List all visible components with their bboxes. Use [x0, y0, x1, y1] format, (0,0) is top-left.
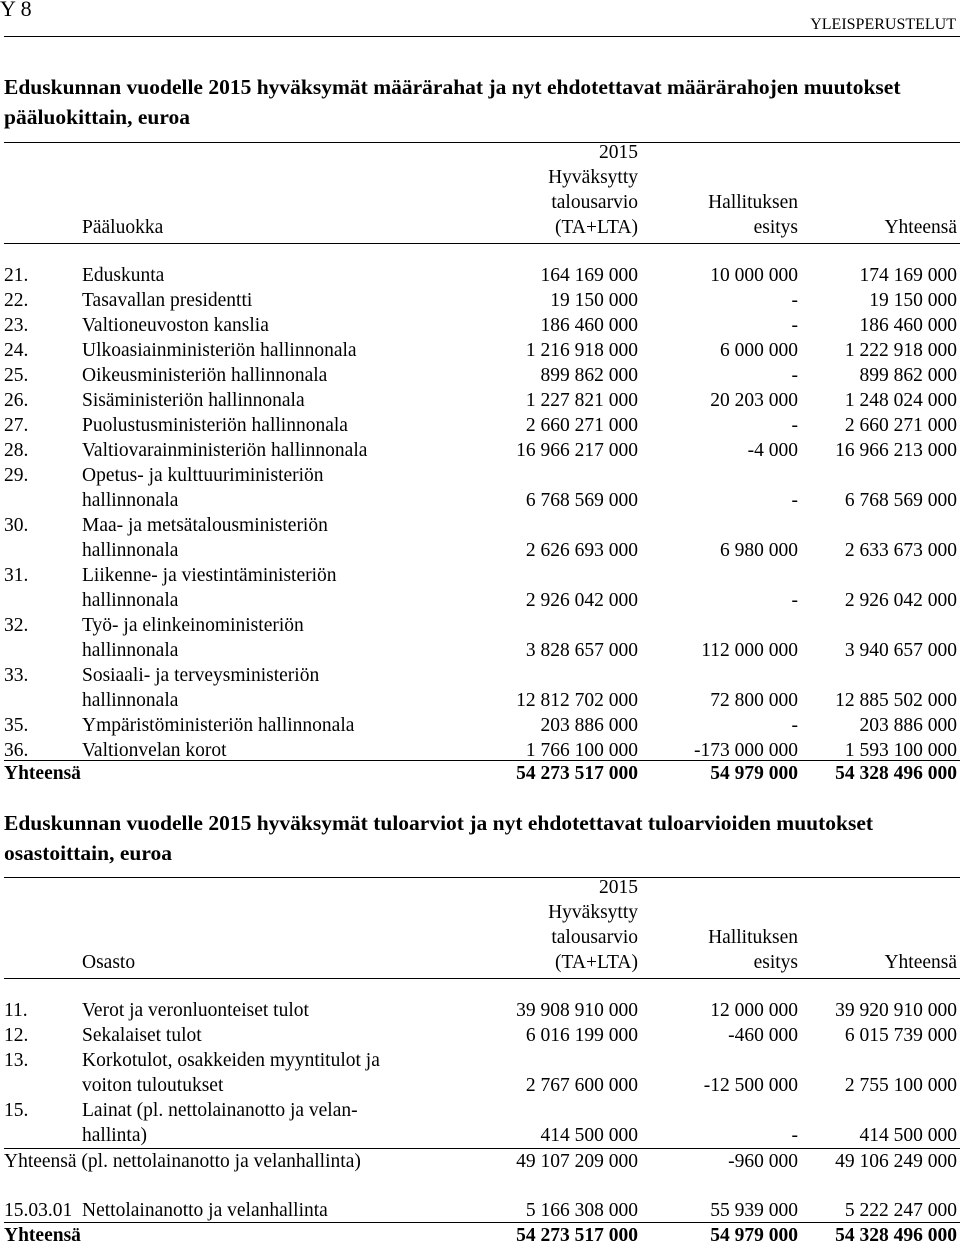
- row-name: Puolustusministeriön hallinnonala: [82, 415, 348, 436]
- table-row: [0, 313, 960, 338]
- total-v3: 54 328 496 000: [835, 763, 957, 784]
- table1-header-rule: [4, 243, 960, 244]
- row-v2: -: [791, 315, 798, 336]
- page-number: Y 8: [0, 0, 32, 21]
- row-name: Valtiovarainministeriön hallinnonala: [82, 440, 368, 461]
- row-code: 21.: [4, 265, 29, 286]
- subtotal-v3: 49 106 249 000: [835, 1151, 957, 1172]
- row-code: 30.: [4, 515, 29, 536]
- row-code: 13.: [4, 1050, 29, 1071]
- row-name: voiton tuloutukset: [82, 1075, 224, 1096]
- total-v2: 54 979 000: [710, 1225, 798, 1246]
- row-v2: -: [791, 590, 798, 611]
- table-row: [0, 338, 960, 363]
- row-code: 11.: [4, 1000, 28, 1021]
- row-name: hallinnonala: [82, 640, 179, 661]
- row-v1: 2 926 042 000: [525, 590, 638, 611]
- row-name: Korkotulot, osakkeiden myyntitulot ja: [82, 1050, 380, 1071]
- row-code: 33.: [4, 665, 29, 686]
- section-label: YLEISPERUSTELUT: [810, 16, 956, 33]
- table1-col-name-header: Pääluokka: [82, 217, 164, 238]
- row-v3: 899 862 000: [859, 365, 957, 386]
- row-v1: 1 216 918 000: [525, 340, 638, 361]
- row-v2: -: [791, 415, 798, 436]
- row-code: 26.: [4, 390, 29, 411]
- row-v2: 72 800 000: [710, 690, 798, 711]
- row-v1: 6 768 569 000: [525, 490, 638, 511]
- table-row: [0, 588, 960, 613]
- table2-top-rule: [4, 877, 960, 878]
- row-v1: 2 660 271 000: [525, 415, 638, 436]
- table-row: [0, 513, 960, 538]
- row-v1: 19 150 000: [550, 290, 638, 311]
- row-name: Sosiaali- ja terveysministeriön: [82, 665, 320, 686]
- row-code: 25.: [4, 365, 29, 386]
- row-v3: 1 593 100 000: [844, 740, 957, 761]
- row-name: Lainat (pl. nettolainanotto ja velan-: [82, 1100, 358, 1121]
- row-code: 12.: [4, 1025, 29, 1046]
- row-v2: 20 203 000: [710, 390, 798, 411]
- row-v3: 3 940 657 000: [844, 640, 957, 661]
- total-v2: 54 979 000: [710, 763, 798, 784]
- row-code: 23.: [4, 315, 29, 336]
- row-v1: 203 886 000: [540, 715, 638, 736]
- row-v1: 3 828 657 000: [525, 640, 638, 661]
- total-label: Yhteensä: [4, 1225, 81, 1246]
- row-v3: 186 460 000: [859, 315, 957, 336]
- loan-v2: 55 939 000: [710, 1200, 798, 1221]
- table2-loan-row: [0, 1198, 960, 1223]
- row-code: 24.: [4, 340, 29, 361]
- row-code: 32.: [4, 615, 29, 636]
- table-row: [0, 998, 960, 1023]
- row-v2: 6 980 000: [720, 540, 798, 561]
- row-v3: 1 222 918 000: [844, 340, 957, 361]
- row-v1: 2 767 600 000: [525, 1075, 638, 1096]
- row-v2: -: [791, 1125, 798, 1146]
- row-v3: 6 015 739 000: [844, 1025, 957, 1046]
- row-name: Valtionvelan korot: [82, 740, 227, 761]
- row-name: Maa- ja metsätalousministeriön: [82, 515, 328, 536]
- total-label: Yhteensä: [4, 763, 81, 784]
- loan-name: Nettolainanotto ja velanhallinta: [82, 1200, 328, 1221]
- table-row: [0, 1073, 960, 1098]
- row-v3: 2 926 042 000: [844, 590, 957, 611]
- row-name: Ympäristöministeriön hallinnonala: [82, 715, 355, 736]
- row-name: hallinta): [82, 1125, 147, 1146]
- row-v1: 12 812 702 000: [516, 690, 638, 711]
- row-name: hallinnonala: [82, 540, 179, 561]
- row-code: 31.: [4, 565, 29, 586]
- row-v3: 1 248 024 000: [844, 390, 957, 411]
- row-v1: 186 460 000: [540, 315, 638, 336]
- row-v2: -4 000: [747, 440, 798, 461]
- table1-top-rule: [4, 142, 960, 143]
- table-row: [0, 1023, 960, 1048]
- table1-col2-header: Hallituksen esitys: [708, 192, 798, 238]
- row-name: Oikeusministeriön hallinnonala: [82, 365, 328, 386]
- row-code: 22.: [4, 290, 29, 311]
- row-v3: 19 150 000: [869, 290, 957, 311]
- table-row: [0, 613, 960, 638]
- table2-header-rule: [4, 978, 960, 979]
- row-code: 27.: [4, 415, 29, 436]
- total-v1: 54 273 517 000: [516, 1225, 638, 1246]
- row-code: 35.: [4, 715, 29, 736]
- row-v1: 16 966 217 000: [516, 440, 638, 461]
- table-row: [0, 663, 960, 688]
- table-row: [0, 538, 960, 563]
- table2-title: Eduskunnan vuodelle 2015 hyväksymät tuloarviot ja nyt ehdotettavat tuloarvioiden muutokset osastoittain, euroa: [4, 811, 874, 865]
- table2-col2-header: Hallituksen esitys: [708, 927, 798, 973]
- row-v2: -: [791, 365, 798, 386]
- table-row: [0, 563, 960, 588]
- table-row: [0, 638, 960, 663]
- row-name: Opetus- ja kulttuuriministeriön: [82, 465, 324, 486]
- row-v3: 2 660 271 000: [844, 415, 957, 436]
- table-row: [0, 438, 960, 463]
- row-name: Liikenne- ja viestintäministeriön: [82, 565, 337, 586]
- subtotal-v2: -960 000: [728, 1151, 798, 1172]
- table-row: [0, 713, 960, 738]
- row-name: Valtioneuvoston kanslia: [82, 315, 269, 336]
- row-v2: 6 000 000: [720, 340, 798, 361]
- row-v1: 2 626 693 000: [525, 540, 638, 561]
- table-row: [0, 488, 960, 513]
- row-v2: 12 000 000: [710, 1000, 798, 1021]
- table2-col3-header: Yhteensä: [884, 952, 957, 973]
- row-v1: 899 862 000: [540, 365, 638, 386]
- table-row: [0, 413, 960, 438]
- table-row: [0, 288, 960, 313]
- table1-col1-header: 2015 Hyväksytty talousarvio (TA+LTA): [548, 142, 638, 238]
- row-v1: 164 169 000: [540, 265, 638, 286]
- row-name: Eduskunta: [82, 265, 165, 286]
- row-v2: -12 500 000: [703, 1075, 798, 1096]
- row-name: Ulkoasiainministeriön hallinnonala: [82, 340, 357, 361]
- row-v1: 6 016 199 000: [525, 1025, 638, 1046]
- table1-col3-header: Yhteensä: [884, 217, 957, 238]
- table-row: [0, 363, 960, 388]
- loan-code: 15.03.01: [4, 1200, 73, 1221]
- row-name: Sekalaiset tulot: [82, 1025, 202, 1046]
- table2-col-name-header: Osasto: [82, 952, 136, 973]
- loan-v1: 5 166 308 000: [525, 1200, 638, 1221]
- row-code: 15.: [4, 1100, 29, 1121]
- total-v3: 54 328 496 000: [835, 1225, 957, 1246]
- loan-v3: 5 222 247 000: [844, 1200, 957, 1221]
- row-v1: 414 500 000: [540, 1125, 638, 1146]
- table-row: [0, 263, 960, 288]
- table-row: [0, 463, 960, 488]
- row-name: hallinnonala: [82, 690, 179, 711]
- row-v1: 39 908 910 000: [516, 1000, 638, 1021]
- row-v2: -460 000: [728, 1025, 798, 1046]
- row-code: 36.: [4, 740, 29, 761]
- table2-subtotal-row: [0, 1149, 960, 1174]
- row-v3: 16 966 213 000: [835, 440, 957, 461]
- row-v2: 112 000 000: [701, 640, 798, 661]
- row-v3: 2 633 673 000: [844, 540, 957, 561]
- header-divider: [4, 36, 960, 37]
- row-name: hallinnonala: [82, 590, 179, 611]
- table2-col1-header: 2015 Hyväksytty talousarvio (TA+LTA): [548, 877, 638, 973]
- row-v1: 1 227 821 000: [525, 390, 638, 411]
- table-row: [0, 688, 960, 713]
- row-v2: -173 000 000: [694, 740, 798, 761]
- table2-total-row: [0, 1223, 960, 1248]
- row-v3: 12 885 502 000: [835, 690, 957, 711]
- table-row: [0, 1098, 960, 1123]
- total-v1: 54 273 517 000: [516, 763, 638, 784]
- row-v2: -: [791, 290, 798, 311]
- row-v2: 10 000 000: [710, 265, 798, 286]
- row-v3: 414 500 000: [859, 1125, 957, 1146]
- table-row: [0, 1123, 960, 1148]
- row-v2: -: [791, 490, 798, 511]
- subtotal-label: Yhteensä (pl. nettolainanotto ja velanhallinta): [4, 1151, 361, 1172]
- row-v3: 203 886 000: [859, 715, 957, 736]
- table-row: [0, 388, 960, 413]
- row-name: hallinnonala: [82, 490, 179, 511]
- table1-total-row: [0, 761, 960, 786]
- row-name: Tasavallan presidentti: [82, 290, 253, 311]
- row-v2: -: [791, 715, 798, 736]
- row-name: Verot ja veronluonteiset tulot: [82, 1000, 309, 1021]
- table-row: [0, 1048, 960, 1073]
- row-v1: 1 766 100 000: [525, 740, 638, 761]
- row-v3: 6 768 569 000: [844, 490, 957, 511]
- table1-title: Eduskunnan vuodelle 2015 hyväksymät määrärahat ja nyt ehdotettavat määrärahojen muutokset pääluokittain, euroa: [4, 75, 901, 129]
- row-v3: 174 169 000: [859, 265, 957, 286]
- row-code: 28.: [4, 440, 29, 461]
- row-name: Työ- ja elinkeinoministeriön: [82, 615, 304, 636]
- row-code: 29.: [4, 465, 29, 486]
- row-v3: 39 920 910 000: [835, 1000, 957, 1021]
- row-name: Sisäministeriön hallinnonala: [82, 390, 305, 411]
- row-v3: 2 755 100 000: [844, 1075, 957, 1096]
- subtotal-v1: 49 107 209 000: [516, 1151, 638, 1172]
